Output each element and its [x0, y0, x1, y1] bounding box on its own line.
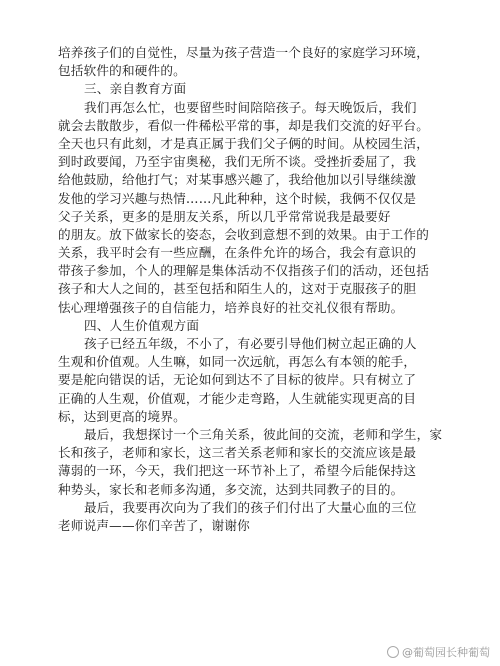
watermark-text: @葡萄园长种葡萄	[402, 646, 490, 659]
paragraph-line: 父子关系，更多的是朋友关系，所以几乎常常说我是最要好	[58, 208, 391, 224]
paragraph-line: 薄弱的一环，今天，我们把这一环节补上了，希望今后能保持这	[58, 463, 417, 479]
paragraph-line: 全天也只有此刻，才是真正属于我们父子俩的时间。从校园生活，	[58, 135, 430, 151]
section-heading: 四、人生价值观方面	[84, 317, 200, 333]
paragraph-line: 怯心理增强孩子的自信能力，培养良好的社交礼仪很有帮助。	[58, 299, 404, 315]
paragraph-line: 正确的人生观，价值观，才能少走弯路，人生就能实现更高的目	[58, 390, 417, 406]
paragraph-line: 最后，我要再次向为了我们的孩子们付出了大量心血的三位	[84, 499, 417, 515]
paragraph-line: 给他鼓励，给他打气；对某事感兴趣了，我给他加以引导继续激	[58, 172, 417, 188]
paragraph-line: 包括软件的和硬件的。	[58, 63, 186, 79]
paragraph-line: 长和孩子，老师和家长，这三者关系老师和家长的交流应该是最	[58, 445, 417, 461]
paragraph-line: 我们再怎么忙，也要留些时间陪陪孩子。每天晚饭后，我们	[84, 99, 417, 115]
paragraph-line: 带孩子参加，个人的理解是集体活动不仅指孩子们的活动，还包括	[58, 263, 430, 279]
paragraph-line: 老师说声——你们辛苦了，谢谢你	[58, 517, 250, 533]
section-heading: 三、亲自教育方面	[84, 81, 187, 97]
paragraph-line: 生观和价值观。人生嘛，如同一次远航，再怎么有本领的舵手，	[58, 354, 417, 370]
watermark	[387, 644, 490, 660]
watermark-logo-icon	[387, 646, 399, 658]
document-body	[58, 44, 446, 535]
paragraph-line: 到时政要闻，乃至宇宙奥秘，我们无所不谈。受挫折委屈了，我	[58, 154, 417, 170]
paragraph-line: 发他的学习兴趣与热情……凡此种种，这个时候，我俩不仅仅是	[58, 190, 417, 206]
paragraph-line: 最后，我想探讨一个三角关系，彼此间的交流，老师和学生，家	[84, 426, 443, 442]
paragraph-line: 要是舵向错误的话，无论如何到达不了目标的彼岸。只有树立了	[58, 372, 417, 388]
paragraph-line: 孩子已经五年级，不小了，有必要引导他们树立起正确的人	[84, 336, 417, 351]
paragraph-line: 关系，我平时会有一些应酬，在条件允许的场合，我会有意识的	[58, 245, 417, 261]
paragraph-line: 培养孩子们的自觉性，尽量为孩子营造一个良好的家庭学习环境，	[58, 45, 430, 60]
paragraph-line: 种势头，家长和老师多沟通，多交流，达到共同教子的目的。	[58, 481, 404, 497]
paragraph-line: 就会去散散步，看似一件稀松平常的事，却是我们交流的好平台。	[58, 117, 430, 133]
paragraph-line: 标，达到更高的境界。	[58, 408, 186, 424]
paragraph-line: 的朋友。放下做家长的姿态，会收到意想不到的效果。由于工作的	[58, 226, 430, 242]
paragraph-line: 孩子和大人之间的，甚至包括和陌生人的，这对于克服孩子的胆	[58, 281, 417, 297]
